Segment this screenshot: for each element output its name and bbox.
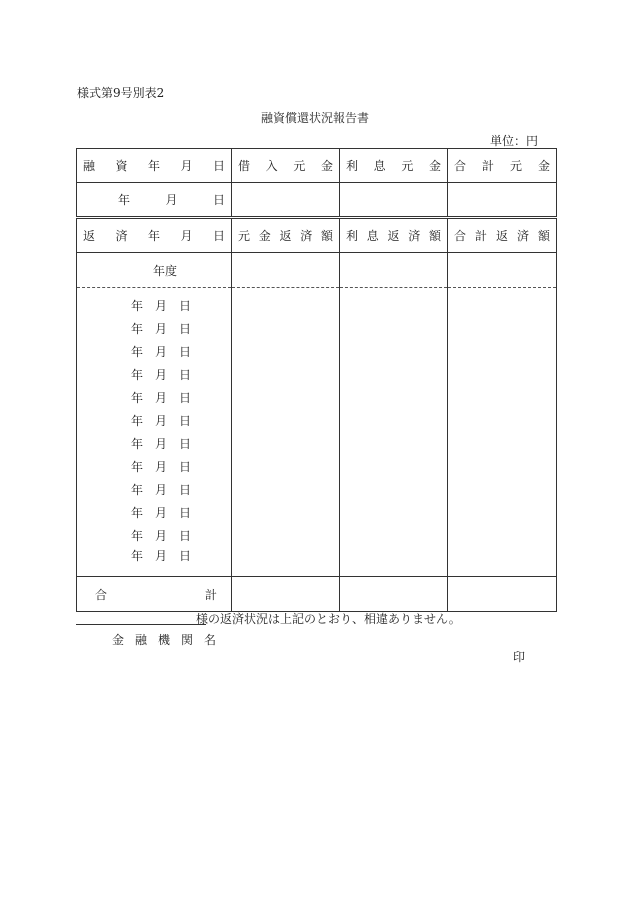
header-loan-date	[83, 157, 225, 174]
repayment-month: 月	[154, 322, 167, 336]
repayment-principal-cell[interactable]	[232, 432, 340, 455]
char: 計	[481, 159, 494, 173]
char: 返	[279, 229, 292, 243]
repayment-month: 月	[154, 529, 167, 543]
repayment-table	[76, 148, 557, 612]
repayment-row	[77, 478, 557, 501]
char: 年	[147, 159, 160, 173]
char: 関	[180, 633, 193, 647]
repayment-header-row	[77, 218, 557, 253]
confirmation-statement: 様の返済状況は上記のとおり、相違ありません。	[196, 612, 461, 626]
header-borrowed-principal	[238, 157, 333, 174]
repayment-interest-cell[interactable]	[340, 501, 448, 524]
repayment-total-cell[interactable]	[448, 547, 557, 577]
borrower-name-line[interactable]	[76, 624, 206, 625]
repayment-total-cell[interactable]	[448, 340, 557, 363]
repayment-principal-cell[interactable]	[232, 340, 340, 363]
repayment-total-cell[interactable]	[448, 288, 557, 318]
repayment-interest-cell[interactable]	[340, 386, 448, 409]
char: 返	[495, 229, 508, 243]
char: 返	[387, 229, 400, 243]
char: 利	[346, 229, 359, 243]
repayment-month: 月	[154, 549, 167, 563]
repayment-year: 年	[131, 414, 144, 428]
repayment-principal-cell[interactable]	[232, 455, 340, 478]
form-number: 様式第9号別表2	[77, 86, 165, 100]
repayment-total-cell[interactable]	[448, 432, 557, 455]
repayment-total-cell[interactable]	[448, 363, 557, 386]
repayment-principal-cell[interactable]	[232, 501, 340, 524]
repayment-principal-cell[interactable]	[232, 409, 340, 432]
char: 元	[509, 159, 522, 173]
char: 利	[346, 159, 359, 173]
repayment-row	[77, 524, 557, 547]
repayment-month: 月	[154, 437, 167, 451]
repayment-principal-cell[interactable]	[232, 363, 340, 386]
char: 融	[134, 633, 147, 647]
char: 名	[203, 633, 216, 647]
repayment-year: 年	[131, 391, 144, 405]
repayment-total-cell[interactable]	[448, 317, 557, 340]
char: 月	[180, 159, 193, 173]
repayment-total-cell[interactable]	[448, 409, 557, 432]
repayment-year: 年	[131, 483, 144, 497]
repayment-principal-cell[interactable]	[232, 547, 340, 577]
total-label-2: 計	[204, 587, 217, 602]
repayment-row	[77, 386, 557, 409]
repayment-row	[77, 432, 557, 455]
repayment-total-cell[interactable]	[448, 455, 557, 478]
char: 額	[320, 229, 333, 243]
fiscal-interest-cell[interactable]	[340, 253, 448, 288]
char: 済	[115, 229, 128, 243]
char: 合	[454, 159, 467, 173]
char: 日	[212, 229, 225, 243]
repayment-day: 日	[178, 391, 191, 405]
repayment-interest-cell[interactable]	[340, 455, 448, 478]
document-title: 融資償還状況報告書	[260, 111, 369, 125]
interest-principal-cell[interactable]	[340, 183, 448, 218]
repayment-principal-cell[interactable]	[232, 478, 340, 501]
char: 額	[428, 229, 441, 243]
header-repayment-date	[83, 227, 225, 244]
header-principal-repayment	[238, 227, 333, 244]
repayment-day: 日	[178, 437, 191, 451]
char: 日	[212, 159, 225, 173]
repayment-day: 日	[178, 549, 191, 563]
repayment-total-cell[interactable]	[448, 501, 557, 524]
repayment-month: 月	[154, 460, 167, 474]
repayment-day: 日	[178, 322, 191, 336]
repayment-interest-cell[interactable]	[340, 288, 448, 318]
repayment-year: 年	[131, 506, 144, 520]
loan-day: 日	[212, 193, 225, 207]
repayment-row	[77, 317, 557, 340]
char: 合	[454, 229, 467, 243]
char: 済	[300, 229, 313, 243]
char: 金	[537, 159, 550, 173]
char: 金	[258, 229, 271, 243]
total-label-1: 合	[95, 587, 108, 602]
unit-label: 単位：円	[490, 134, 539, 148]
repayment-day: 日	[178, 345, 191, 359]
char: 額	[537, 229, 550, 243]
repayment-interest-cell[interactable]	[340, 547, 448, 577]
char: 元	[238, 229, 251, 243]
repayment-month: 月	[154, 506, 167, 520]
repayment-principal-cell[interactable]	[232, 524, 340, 547]
char: 機	[157, 633, 170, 647]
seal-mark: 印	[513, 650, 526, 664]
repayment-year: 年	[131, 549, 144, 563]
char: 入	[265, 159, 278, 173]
repayment-year: 年	[131, 368, 144, 382]
char: 月	[180, 229, 193, 243]
borrowed-principal-cell[interactable]	[232, 183, 340, 218]
total-repayment-cell[interactable]	[448, 577, 557, 612]
repayment-day: 日	[178, 483, 191, 497]
repayment-interest-cell[interactable]	[340, 317, 448, 340]
repayment-month: 月	[154, 345, 167, 359]
repayment-interest-cell[interactable]	[340, 478, 448, 501]
repayment-interest-cell[interactable]	[340, 432, 448, 455]
fiscal-total-cell[interactable]	[448, 253, 557, 288]
repayment-row	[77, 409, 557, 432]
repayment-month: 月	[154, 483, 167, 497]
repayment-total-cell[interactable]	[448, 478, 557, 501]
repayment-row	[77, 547, 557, 577]
fiscal-principal-cell[interactable]	[232, 253, 340, 288]
char: 済	[408, 229, 421, 243]
header-total-principal	[454, 157, 550, 174]
repayment-total-cell[interactable]	[448, 386, 557, 409]
repayment-principal-cell[interactable]	[232, 288, 340, 318]
repayment-row	[77, 340, 557, 363]
repayment-day: 日	[178, 414, 191, 428]
total-principal-cell[interactable]	[448, 183, 557, 218]
char: 息	[366, 229, 379, 243]
repayment-principal-cell[interactable]	[232, 386, 340, 409]
char: 計	[474, 229, 487, 243]
header-total-repayment	[454, 227, 550, 244]
repayment-month: 月	[154, 368, 167, 382]
fiscal-year-row	[77, 253, 557, 288]
repayment-day: 日	[178, 460, 191, 474]
repayment-day: 日	[178, 368, 191, 382]
char: 済	[516, 229, 529, 243]
total-principal-repayment-cell[interactable]	[232, 577, 340, 612]
repayment-total-cell[interactable]	[448, 524, 557, 547]
repayment-year: 年	[131, 460, 144, 474]
char: 借	[238, 159, 251, 173]
repayment-year: 年	[131, 322, 144, 336]
repayment-month: 月	[154, 414, 167, 428]
char: 資	[115, 159, 128, 173]
loan-month: 月	[165, 193, 178, 207]
char: 年	[147, 229, 160, 243]
loan-data-row	[77, 183, 557, 218]
repayment-interest-cell[interactable]	[340, 363, 448, 386]
repayment-row	[77, 501, 557, 524]
repayment-row	[77, 455, 557, 478]
total-interest-repayment-cell[interactable]	[340, 577, 448, 612]
repayment-day: 日	[178, 506, 191, 520]
repayment-interest-cell[interactable]	[340, 524, 448, 547]
loan-header-row	[77, 149, 557, 183]
repayment-day: 日	[178, 299, 191, 313]
header-interest-repayment	[346, 227, 441, 244]
repayment-interest-cell[interactable]	[340, 409, 448, 432]
char: 元	[293, 159, 306, 173]
char: 息	[373, 159, 386, 173]
loan-year: 年	[118, 193, 131, 207]
repayment-year: 年	[131, 345, 144, 359]
repayment-interest-cell[interactable]	[340, 340, 448, 363]
char: 元	[401, 159, 414, 173]
char: 金	[428, 159, 441, 173]
char: 返	[83, 229, 96, 243]
fiscal-year-label: 年度	[77, 253, 232, 288]
bank-name-label	[112, 631, 216, 648]
total-row	[77, 577, 557, 612]
repayment-year: 年	[131, 529, 144, 543]
char: 金	[320, 159, 333, 173]
repayment-day: 日	[178, 529, 191, 543]
repayment-row	[77, 363, 557, 386]
repayment-row	[77, 288, 557, 318]
repayment-principal-cell[interactable]	[232, 317, 340, 340]
repayment-year: 年	[131, 437, 144, 451]
repayment-month: 月	[154, 299, 167, 313]
repayment-year: 年	[131, 299, 144, 313]
char: 金	[112, 633, 125, 647]
char: 融	[83, 159, 96, 173]
header-interest-principal	[346, 157, 441, 174]
repayment-month: 月	[154, 391, 167, 405]
